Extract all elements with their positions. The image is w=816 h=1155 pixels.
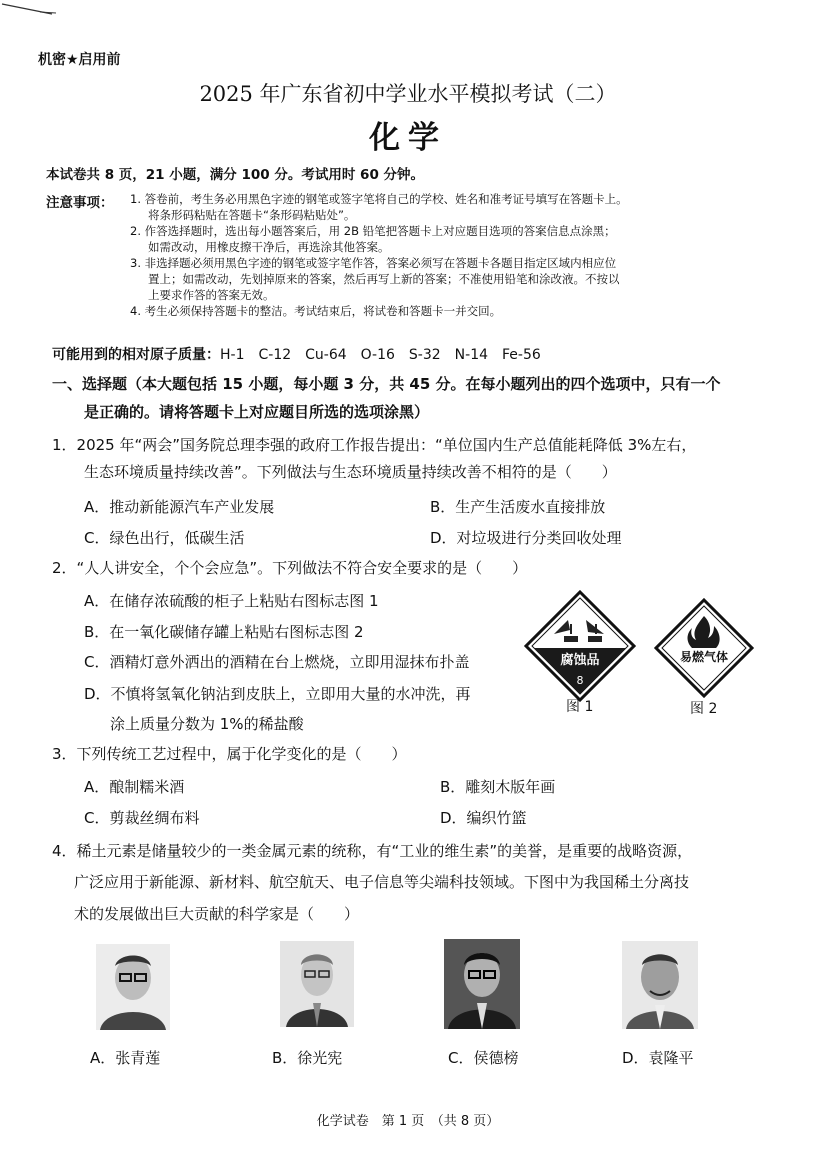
- q3-option-d: D．编织竹篮: [440, 809, 527, 827]
- figure-2-label: 图 2: [690, 701, 718, 717]
- notice-item: 上要求作答的答案无效。: [148, 288, 275, 302]
- q4-option-c: C．侯德榜: [448, 1049, 519, 1067]
- confidential-mark: 机密★启用前: [38, 52, 121, 68]
- corrosive-hazard-sign: [524, 590, 636, 702]
- flammable-sign-text: 易燃气体: [679, 650, 729, 664]
- portrait-b-photo: [280, 941, 354, 1027]
- atomic-masses-values: H-1 C-12 Cu-64 O-16 S-32 N-14 Fe-56: [220, 347, 541, 363]
- exam-intro: 本试卷共 8 页，21 小题，满分 100 分。考试用时 60 分钟。: [46, 167, 425, 183]
- notice-item: 2. 作答选择题时，选出每小题答案后，用 2B 铅笔把答题卡上对应题目选项的答案信息点涂黑；: [130, 224, 616, 238]
- page-footer: 化学试卷 第 1 页 （共 8 页）: [316, 1114, 500, 1129]
- portrait-d-photo: [622, 941, 698, 1029]
- corrosive-sign-text: 腐蚀品: [560, 653, 600, 668]
- q2-option-b: B．在一氧化碳储存罐上粘贴右图标志图 2: [84, 623, 364, 641]
- notice-list: [130, 191, 770, 319]
- q4-stem-cont: 广泛应用于新能源、新材料、航空航天、电子信息等尖端科技领域。下图中为我国稀土分离技: [74, 873, 690, 891]
- q4-stem: 4．稀土元素是储量较少的一类金属元素的统称，有“工业的维生素”的美誉，是重要的战略资源，: [52, 842, 693, 860]
- q4-option-a: A．张青莲: [90, 1049, 161, 1067]
- q3-option-b: B．雕刻木版年画: [440, 778, 556, 796]
- notice-item: 4. 考生必须保持答题卡的整洁。考试结束后，将试卷和答题卡一并交回。: [130, 304, 502, 318]
- notice-item: 如需改动，用橡皮擦干净后，再选涂其他答案。: [148, 240, 390, 254]
- figure-1-label: 图 1: [566, 699, 594, 715]
- q1-option-d: D．对垃圾进行分类回收处理: [430, 529, 622, 547]
- exam-title: 2025 年广东省初中学业水平模拟考试（二）: [199, 82, 617, 106]
- atomic-masses-label: 可能用到的相对原子质量：: [52, 347, 220, 363]
- notice-item: 置上；如需改动，先划掉原来的答案，然后再写上新的答案；不准使用铅笔和涂改液。不按以: [148, 272, 620, 286]
- notice-item: 将条形码粘贴在答题卡“条形码粘贴处”。: [148, 208, 356, 222]
- q4-option-b: B．徐光宪: [272, 1049, 343, 1067]
- atomic-masses: [52, 344, 541, 364]
- q1-stem-cont: 生态环境质量持续改善”。下列做法与生态环境质量持续改善不相符的是（ ）: [84, 463, 617, 481]
- q4-stem-cont2: 术的发展做出巨大贡献的科学家是（ ）: [74, 905, 360, 923]
- corner-scan-mark: [0, 0, 60, 20]
- q2-option-d-cont: 涂上质量分数为 1%的稀盐酸: [110, 715, 304, 733]
- q2-option-a: A．在储存浓硫酸的柜子上粘贴右图标志图 1: [84, 592, 379, 610]
- notice-item: 3. 非选择题必须用黑色字迹的钢笔或签字笔作答，答案必须写在答题卡各题目指定区域内相应位: [130, 256, 617, 270]
- q2-stem: 2．“人人讲安全，个个会应急”。下列做法不符合安全要求的是（ ）: [52, 559, 528, 577]
- q2-option-d: D．不慎将氢氧化钠沾到皮肤上，立即用大量的水冲洗，再: [84, 685, 471, 703]
- q1-option-b: B．生产生活废水直接排放: [430, 498, 606, 516]
- q3-option-a: A．酿制糯米酒: [84, 778, 185, 796]
- q2-option-c: C．酒精灯意外洒出的酒精在台上燃烧，立即用湿抹布扑盖: [84, 653, 470, 671]
- portrait-a-photo: [96, 944, 170, 1030]
- corrosive-sign-class: 8: [576, 674, 584, 687]
- section-heading: 一、选择题（本大题包括 15 小题，每小题 3 分，共 45 分。在每小题列出的四个选项中，只有一个: [52, 375, 721, 393]
- q1-stem: 1．2025 年“两会”国务院总理李强的政府工作报告提出：“单位国内生产总值能耗降低 3%左右，: [52, 436, 697, 454]
- notice-label: 注意事项：: [46, 195, 114, 211]
- q1-option-a: A．推动新能源汽车产业发展: [84, 498, 275, 516]
- q3-option-c: C．剪裁丝绸布料: [84, 809, 200, 827]
- q3-stem: 3．下列传统工艺过程中，属于化学变化的是（ ）: [52, 745, 407, 763]
- subject-title: 化学: [369, 120, 447, 156]
- q1-option-c: C．绿色出行，低碳生活: [84, 529, 245, 547]
- q4-option-d: D．袁隆平: [622, 1049, 694, 1067]
- section-heading-cont: 是正确的。请将答题卡上对应题目所选的选项涂黑）: [84, 403, 430, 421]
- flammable-gas-sign: [654, 598, 754, 698]
- notice-item: 1. 答卷前，考生务必用黑色字迹的钢笔或签字笔将自己的学校、姓名和准考证号填写在答题卡上。: [130, 192, 628, 206]
- portrait-c-photo: [444, 939, 520, 1029]
